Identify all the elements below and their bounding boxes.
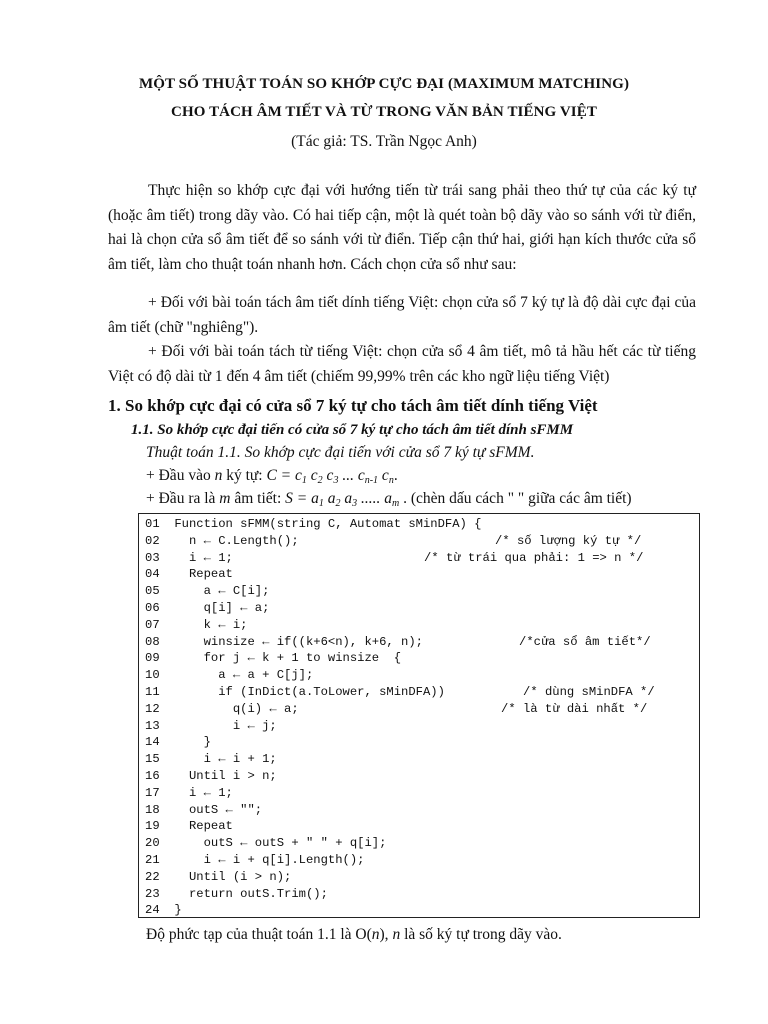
intro-paragraph-2: + Đối với bài toán tách âm tiết dính tiếng Việt: chọn cửa sổ 7 ký tự là độ dài cực đại của âm tiết (chữ "nghiêng").: [108, 294, 696, 336]
code-line: [145, 618, 247, 635]
line-number: 15: [145, 752, 160, 767]
author-line: (Tác giả: TS. Trần Ngọc Anh): [291, 133, 477, 150]
code-text: i ← i + q[i].Length();: [167, 853, 365, 867]
code-line: [145, 685, 445, 702]
line-number: 24: [145, 903, 160, 918]
code-listing-box: [138, 513, 700, 918]
line-number: 07: [145, 617, 160, 632]
complexity-note: Độ phức tạp của thuật toán 1.1 là O(n), n là số ký tự trong dãy vào.: [146, 926, 562, 943]
code-text: outS ← "";: [167, 802, 263, 817]
code-line: [145, 735, 211, 752]
code-line: [145, 651, 401, 668]
algorithm-caption: Thuật toán 1.1. So khớp cực đại tiến với cửa sổ 7 ký tự sFMM.: [146, 444, 535, 461]
code-line: [145, 903, 182, 920]
line-number: 22: [145, 869, 160, 884]
code-text: Until i > n;: [167, 769, 277, 783]
code-text: i ← 1;: [167, 785, 233, 800]
line-number: 04: [145, 567, 160, 582]
code-text: k ← i;: [167, 617, 248, 632]
line-number: 13: [145, 718, 160, 733]
code-line: [145, 786, 233, 803]
paper-title-line-1: MỘT SỐ THUẬT TOÁN SO KHỚP CỰC ĐẠI (MAXIMUM MATCHING): [138, 76, 630, 92]
code-line: [145, 836, 386, 853]
line-number: 19: [145, 819, 160, 834]
code-text: i ← j;: [167, 718, 277, 733]
code-line: [145, 752, 277, 769]
line-number: 01: [145, 517, 160, 531]
code-text: n ← C.Length();: [167, 533, 299, 548]
code-text: Repeat: [167, 567, 233, 582]
line-number: 16: [145, 769, 160, 783]
line-number: 10: [145, 668, 160, 683]
code-line: [145, 819, 233, 836]
code-line: [145, 517, 482, 534]
code-text: q[i] ← a;: [167, 601, 270, 615]
code-line: [145, 719, 277, 736]
code-line: [145, 870, 291, 887]
code-text: for j ← k + 1 to winsize {: [167, 651, 402, 666]
code-line: [145, 702, 299, 719]
code-text: outS ← outS + " " + q[i];: [167, 836, 387, 851]
line-number: 05: [145, 584, 160, 599]
line-number: 18: [145, 802, 160, 817]
code-line: [145, 601, 269, 618]
code-comment: /* là từ dài nhất */: [501, 701, 648, 716]
line-number: 12: [145, 701, 160, 716]
line-number: 09: [145, 651, 160, 666]
code-text: Repeat: [167, 819, 233, 834]
code-line: [145, 887, 328, 904]
code-line: [145, 803, 262, 820]
subsection-heading: 1.1. So khớp cực đại tiến có cửa sổ 7 ký tự cho tách âm tiết dính sFMM: [131, 422, 574, 438]
line-number: 23: [145, 886, 160, 901]
code-text: Function sFMM(string C, Automat sMinDFA) {: [167, 517, 482, 531]
line-number: 03: [145, 550, 160, 565]
code-text: }: [167, 735, 211, 750]
code-line: [145, 668, 313, 685]
code-line: [145, 769, 277, 786]
code-text: a ← C[i];: [167, 584, 270, 599]
code-comment: /* số lượng ký tự */: [495, 533, 642, 548]
code-line: [145, 534, 299, 551]
code-text: q(i) ← a;: [167, 701, 299, 716]
code-comment: /*cửa sổ âm tiết*/: [519, 634, 651, 649]
code-line: [145, 567, 233, 584]
line-number: 21: [145, 853, 160, 867]
code-text: return outS.Trim();: [167, 886, 328, 901]
code-text: Until (i > n);: [167, 869, 292, 884]
code-line: [145, 584, 269, 601]
code-text: i ← 1;: [167, 550, 233, 565]
output-description: + Đầu ra là m âm tiết: $S = a_1$ $a_2$ $a_3$ ..... $a_m$ . (chèn dấu cách " " giữa các âm tiết): [146, 490, 632, 509]
code-comment: /* từ trái qua phải: 1 => n */: [424, 550, 644, 565]
line-number: 02: [145, 533, 160, 548]
input-description: + Đầu vào n ký tự: $C = c_1$ $c_2$ $c_3$ ... $c_{n-1}$ $c_n$.: [146, 467, 398, 486]
code-text: i ← i + 1;: [167, 752, 277, 767]
line-number: 06: [145, 601, 160, 615]
line-number: 14: [145, 735, 160, 750]
code-comment: /* dùng sMinDFA */: [523, 685, 655, 699]
code-text: winsize ← if((k+6<n), k+6, n);: [167, 634, 423, 649]
code-text: a ← a + C[j];: [167, 668, 314, 683]
line-number: 08: [145, 634, 160, 649]
section-heading: 1. So khớp cực đại có cửa sổ 7 ký tự cho tách âm tiết dính tiếng Việt: [108, 396, 598, 415]
line-number: 11: [145, 685, 160, 699]
code-line: [145, 551, 233, 568]
intro-paragraph-1: Thực hiện so khớp cực đại với hướng tiến từ trái sang phải theo thứ tự của các ký tự (hoặc âm tiết) trong dãy vào. Có hai tiếp cận, một là quét toàn bộ dãy vào so sánh với từ điển, hai là chọn cửa sổ âm tiết để so sánh với từ điển. Tiếp cận thứ hai, giới hạn kích thước cửa sổ âm tiết, làm cho thuật toán nhanh hơn. Cách chọn cửa sổ như sau:: [108, 182, 696, 273]
intro-paragraph-3: + Đối với bài toán tách từ tiếng Việt: chọn cửa sổ 4 âm tiết, mô tả hầu hết các từ tiếng Việt có độ dài từ 1 đến 4 âm tiết (chiếm 99,99% trên các kho ngữ liệu tiếng Việt): [108, 343, 696, 385]
code-text: }: [167, 903, 182, 918]
code-line: [145, 853, 364, 870]
paper-title-line-2: CHO TÁCH ÂM TIẾT VÀ TỪ TRONG VĂN BẢN TIẾNG VIỆT: [171, 104, 597, 120]
code-line: [145, 635, 423, 652]
line-number: 20: [145, 836, 160, 851]
code-text: if (InDict(a.ToLower, sMinDFA)): [167, 685, 445, 699]
line-number: 17: [145, 785, 160, 800]
